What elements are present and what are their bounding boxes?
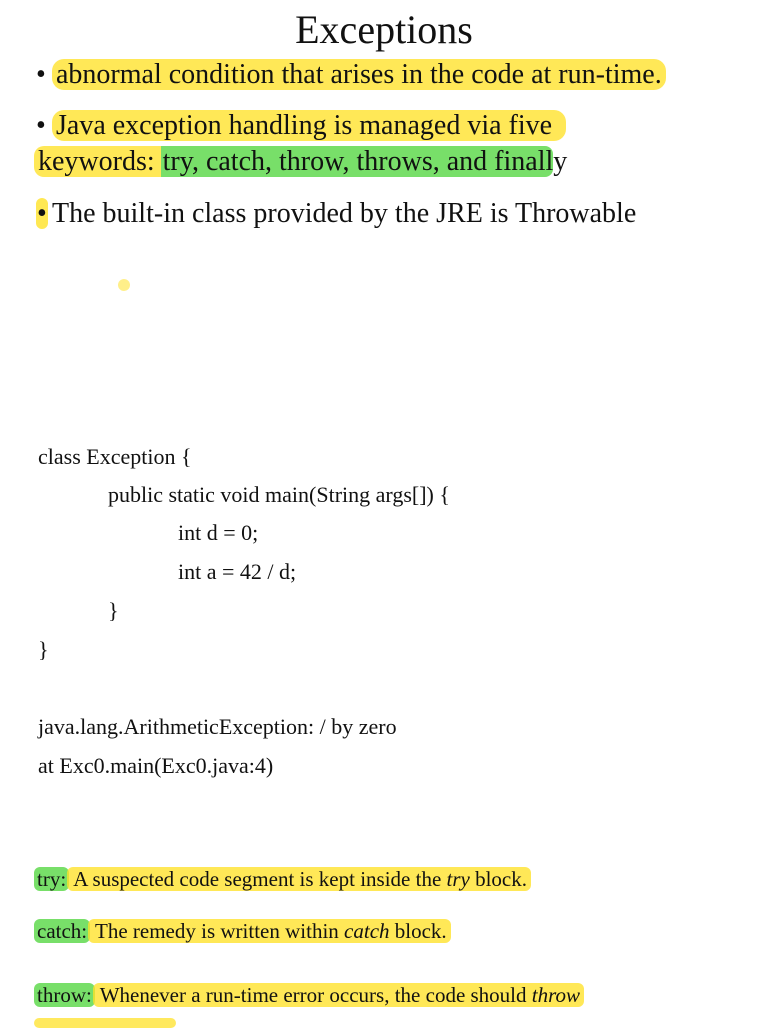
note-catch xyxy=(34,916,451,946)
code-line-2: public static void main(String args[]) { xyxy=(108,482,450,507)
bullet-2-continued xyxy=(34,144,567,180)
code-line-5: } xyxy=(108,598,119,623)
page-title: Exceptions xyxy=(295,7,473,52)
error-output-line-1: java.lang.ArithmeticException: / by zero xyxy=(38,714,397,739)
note-term-catch: catch: xyxy=(34,919,90,943)
bullet-2 xyxy=(36,108,566,144)
bullet-3 xyxy=(36,196,636,232)
note-throw-continuation-highlight xyxy=(34,1018,176,1028)
error-output-line-2: at Exc0.main(Exc0.java:4) xyxy=(38,753,274,778)
code-line-6: } xyxy=(38,637,49,662)
note-catch-text: The remedy is written within catch block. xyxy=(88,919,451,943)
bullet-2-text-line-1: Java exception handling is managed via five xyxy=(52,110,566,141)
bullet-dot: • xyxy=(37,198,47,229)
note-term-try: try: xyxy=(34,867,69,891)
bullet-dot: • xyxy=(36,110,46,141)
bullet-2-keywords-end: y xyxy=(553,146,568,177)
code-line-1: class Exception { xyxy=(38,444,192,469)
note-term-throw: throw: xyxy=(34,983,95,1007)
bullet-1-text: abnormal condition that arises in the code at run-time. xyxy=(52,59,666,90)
note-throw-text: Whenever a run-time error occurs, the code should throw xyxy=(93,983,584,1007)
note-try-text: A suspected code segment is kept inside the try block. xyxy=(67,867,531,891)
code-line-3: int d = 0; xyxy=(178,520,259,545)
bullet-dot: • xyxy=(36,59,46,90)
note-try xyxy=(34,864,531,894)
bullet-1 xyxy=(36,57,666,93)
bullet-3-text: The built-in class provided by the JRE is Throwable xyxy=(52,198,637,229)
note-throw xyxy=(34,980,584,1010)
bullet-2-keywords-list: try, catch, throw, throws, and finall xyxy=(162,146,554,177)
code-line-4: int a = 42 / d; xyxy=(178,559,297,584)
stray-highlight-dot xyxy=(118,279,130,291)
bullet-2-keywords-label: keywords: xyxy=(34,146,161,177)
